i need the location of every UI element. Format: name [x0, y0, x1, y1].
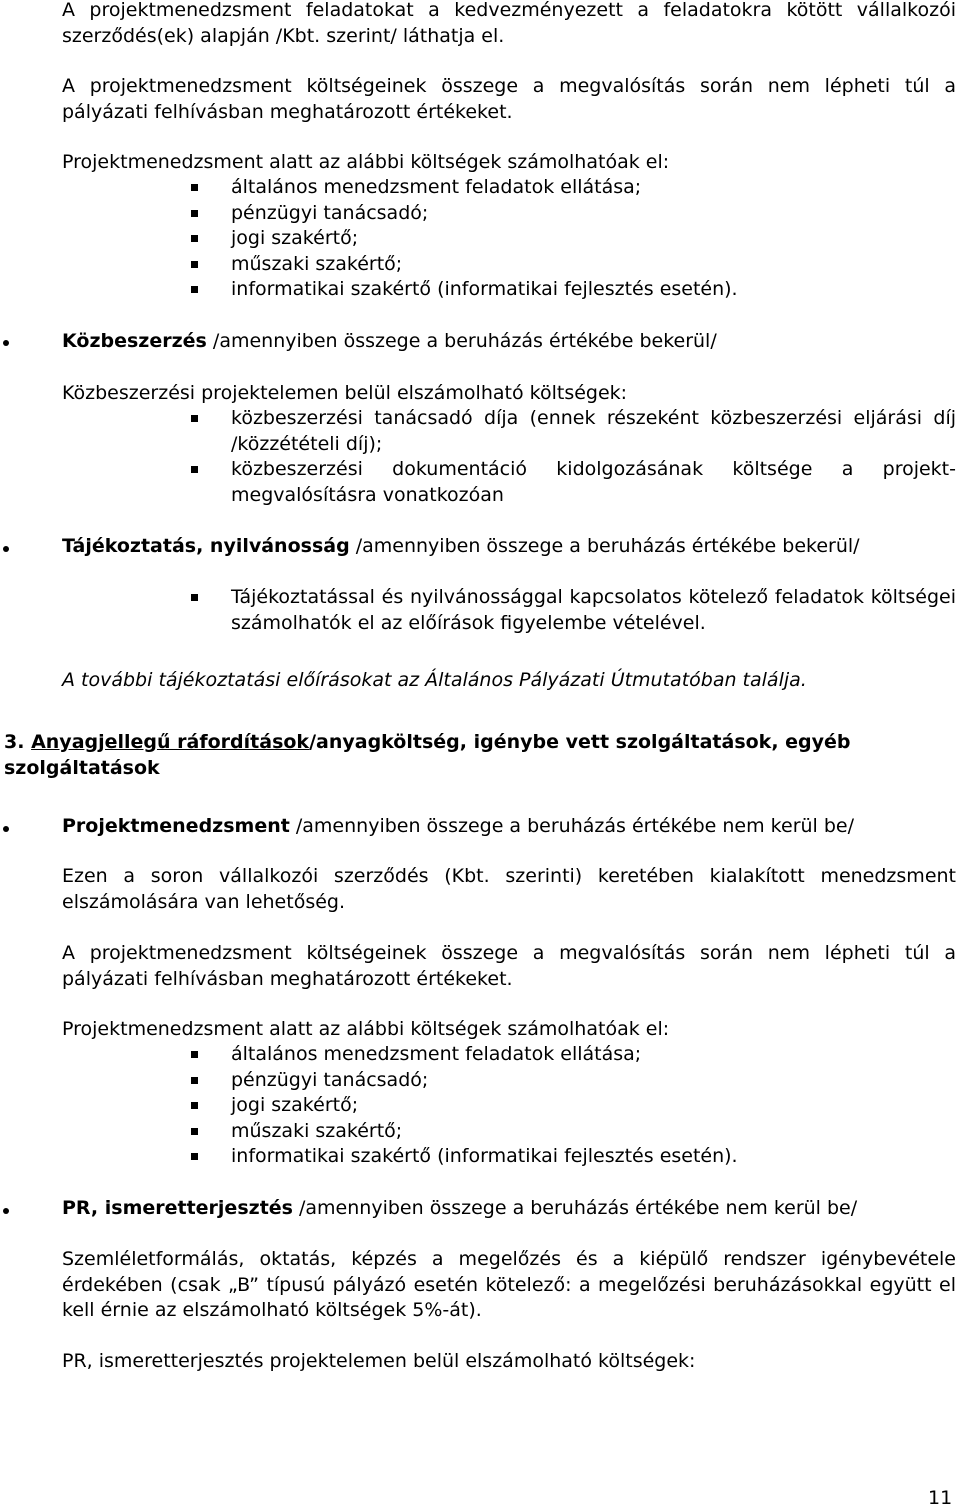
list-item: informatikai szakértő (informatikai fejlesztés esetén). — [0, 277, 956, 303]
paragraph-tajekoztatas-note: A további tájékoztatási előírásokat az Általános Pályázati Útmutatóban találja. — [62, 669, 807, 691]
heading-pr: PR, ismeretterjesztés /amennyiben összege a beruházás értékébe nem kerül be/ — [62, 1197, 858, 1219]
pm-cost-list — [0, 175, 956, 303]
section-3-heading: 3. Anyagjellegű ráfordítások/anyagköltség, igénybe vett szolgáltatások, egyéb szolgáltatások — [4, 731, 851, 779]
round-bullet-icon — [3, 546, 9, 552]
paragraph-kozbeszerzes-intro: Közbeszerzési projektelemen belül elszámolható költségek: — [62, 382, 628, 404]
paragraph-pm2-limit: A projektmenedzsment költségeinek összege a megvalósítás során nem lépheti túl a pályázati felhívásban meghatározott értékeket. — [62, 942, 956, 990]
paragraph-pm2-costs-intro: Projektmenedzsment alatt az alábbi költségek számolhatóak el: — [62, 1018, 670, 1040]
heading-kozbeszerzes: Közbeszerzés /amennyiben összege a beruházás értékébe bekerül/ — [62, 330, 717, 352]
list-item: műszaki szakértő; — [0, 252, 956, 278]
square-bullet-icon — [191, 210, 198, 217]
square-bullet-icon — [191, 1128, 198, 1135]
paragraph-pm-limit: A projektmenedzsment költségeinek összege a megvalósítás során nem lépheti túl a pályázati felhívásban meghatározott értékeket. — [62, 75, 956, 123]
list-item: műszaki szakértő; — [0, 1119, 956, 1145]
kozbeszerzes-cost-list — [0, 406, 956, 508]
list-item: közbeszerzési dokumentáció kidolgozásának költsége a projekt-megvalósításra vonatkozóan — [0, 457, 956, 508]
square-bullet-icon — [191, 1153, 198, 1160]
tajekoztatas-cost-list — [0, 585, 956, 636]
page-number: 11 — [928, 1487, 953, 1509]
heading-projektmenedzsment: Projektmenedzsment /amennyiben összege a beruházás értékébe nem kerül be/ — [62, 815, 855, 837]
heading-tajekoztatas: Tájékoztatás, nyilvánosság /amennyiben összege a beruházás értékébe bekerül/ — [62, 535, 860, 557]
paragraph-pm-contract: A projektmenedzsment feladatokat a kedvezményezett a feladatokra kötött vállalkozói szerződés(ek) alapján /Kbt. szerint/ láthatja el. — [62, 0, 956, 47]
list-item: pénzügyi tanácsadó; — [0, 201, 956, 227]
list-item: általános menedzsment feladatok ellátása; — [0, 175, 956, 201]
pm2-cost-list — [0, 1042, 956, 1170]
paragraph-pm-costs-intro: Projektmenedzsment alatt az alábbi költségek számolhatóak el: — [62, 151, 670, 173]
paragraph-pr-description: Szemléletformálás, oktatás, képzés a megelőzés és a kiépülő rendszer igénybevétele érdekében (csak „B” típusú pályázó esetén kötelező: a megelőzési beruházásokkal együtt el kell érnie az elszámolható költségek 5%-át). — [62, 1248, 956, 1321]
list-item: informatikai szakértő (informatikai fejlesztés esetén). — [0, 1144, 956, 1170]
round-bullet-icon — [3, 340, 9, 346]
square-bullet-icon — [191, 286, 198, 293]
square-bullet-icon — [191, 466, 198, 473]
square-bullet-icon — [191, 235, 198, 242]
square-bullet-icon — [191, 594, 198, 601]
round-bullet-icon — [3, 826, 9, 832]
paragraph-pr-costs-intro: PR, ismeretterjesztés projektelemen belül elszámolható költségek: — [62, 1350, 696, 1372]
round-bullet-icon — [3, 1208, 9, 1214]
list-item: közbeszerzési tanácsadó díja (ennek részeként közbeszerzési eljárási díj /közzétételi díj); — [0, 406, 956, 457]
square-bullet-icon — [191, 261, 198, 268]
square-bullet-icon — [191, 415, 198, 422]
list-item: jogi szakértő; — [0, 1093, 956, 1119]
list-item: jogi szakértő; — [0, 226, 956, 252]
square-bullet-icon — [191, 1102, 198, 1109]
paragraph-pm2-contract: Ezen a soron vállalkozói szerződés (Kbt. szerinti) keretében kialakított menedzsment elszámolására van lehetőség. — [62, 865, 956, 913]
list-item: általános menedzsment feladatok ellátása; — [0, 1042, 956, 1068]
square-bullet-icon — [191, 184, 198, 191]
square-bullet-icon — [191, 1077, 198, 1084]
square-bullet-icon — [191, 1051, 198, 1058]
list-item: pénzügyi tanácsadó; — [0, 1068, 956, 1094]
list-item: Tájékoztatással és nyilvánossággal kapcsolatos kötelező feladatok költségei számolhatók el az előírások figyelembe vételével. — [0, 585, 956, 636]
